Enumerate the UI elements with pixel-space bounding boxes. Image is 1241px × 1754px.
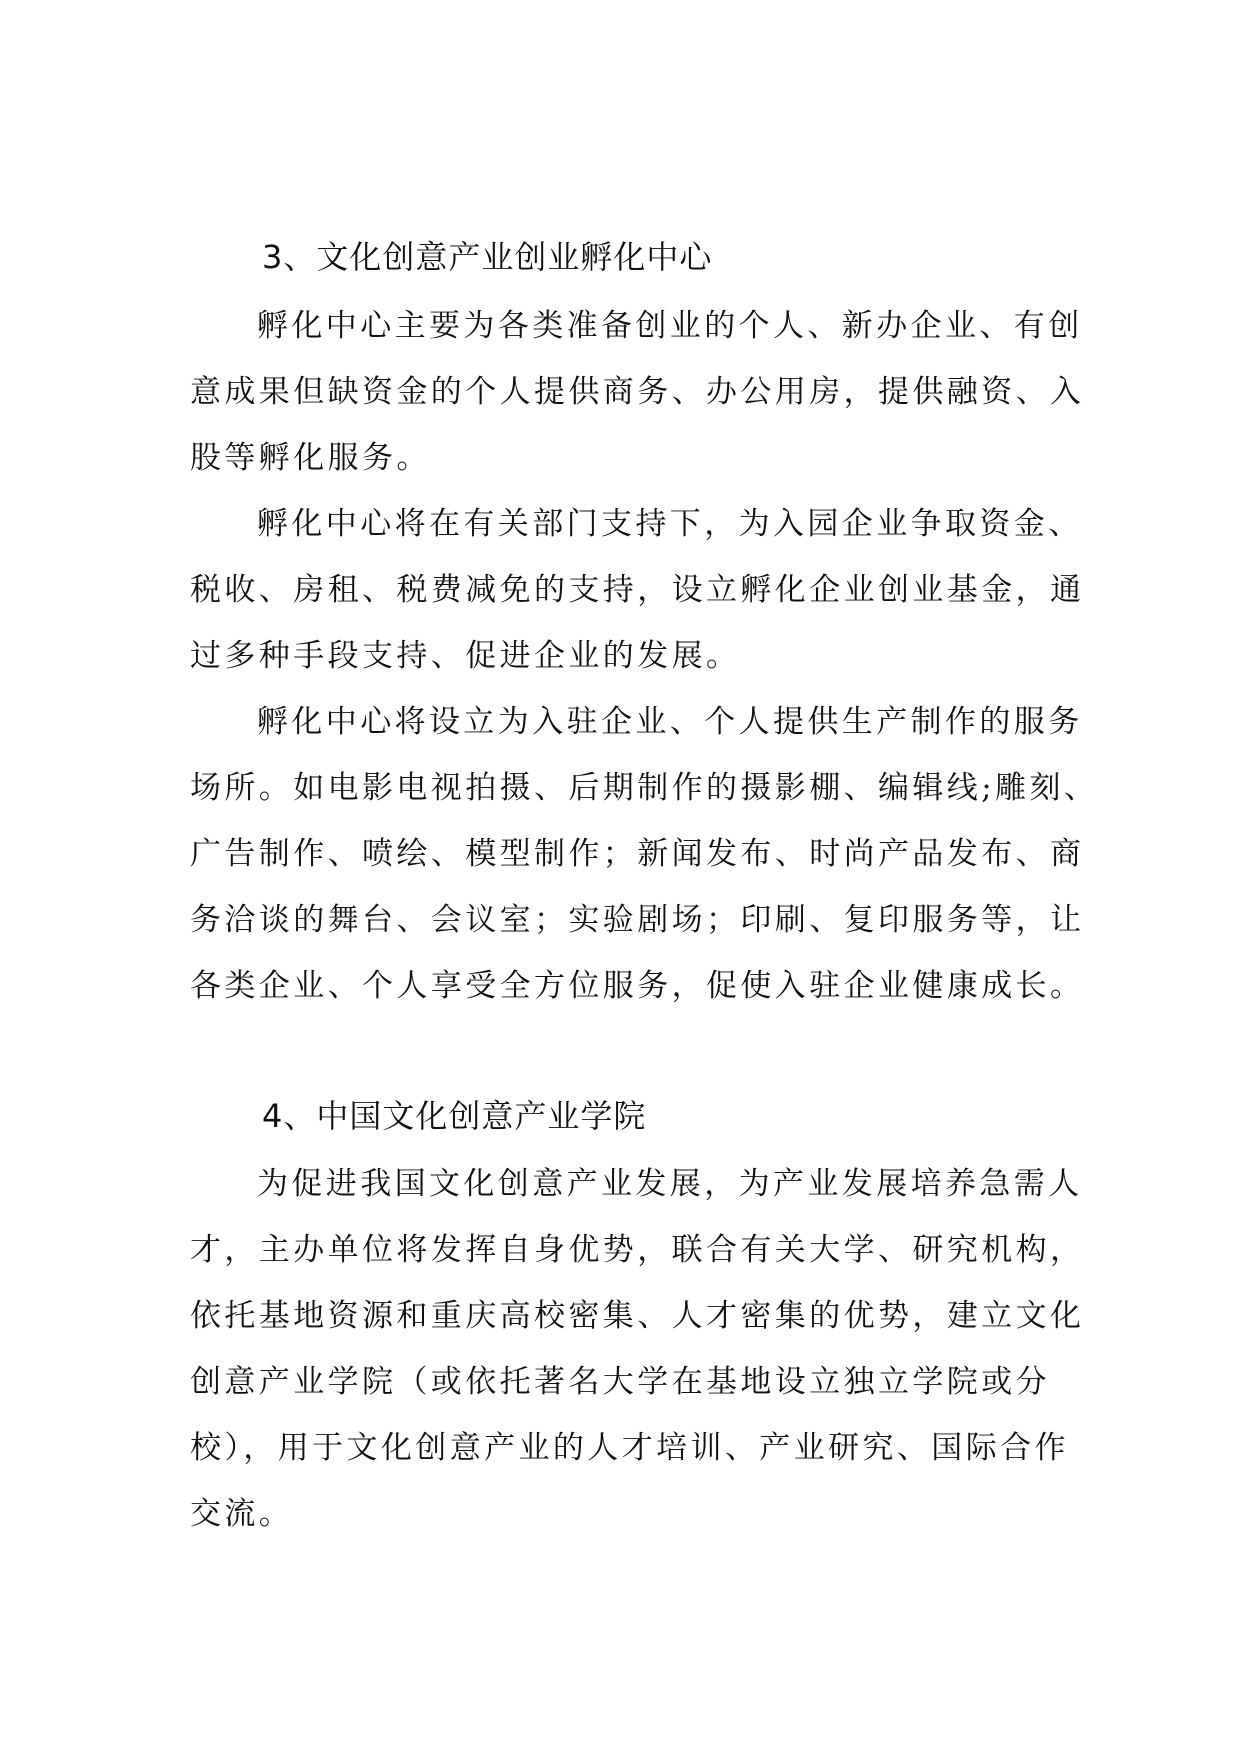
paragraph-line: 才，主办单位将发挥自身优势，联合有关大学、研究机构，: [190, 1232, 1085, 1268]
paragraph-line: 股等孵化服务。: [190, 440, 431, 476]
paragraph-line: 税收、房租、税费减免的支持，设立孵化企业创业基金，通: [190, 572, 1085, 608]
paragraph-line: 过多种手段支持、促进企业的发展。: [190, 638, 741, 674]
paragraph-line: 孵化中心将设立为入驻企业、个人提供生产制作的服务: [257, 704, 1083, 740]
paragraph-line: 为促进我国文化创意产业发展，为产业发展培养急需人: [257, 1166, 1083, 1202]
paragraph-line: 场所。如电影电视拍摄、后期制作的摄影棚、编辑线;雕刻、: [190, 770, 1099, 806]
section-4-heading: 4、中国文化创意产业学院: [262, 1097, 647, 1135]
paragraph-line: 交流。: [190, 1496, 294, 1532]
paragraph-line: 校），用于文化创意产业的人才培训、产业研究、国际合作: [190, 1430, 1069, 1466]
paragraph-line: 创意产业学院（或依托著名大学在基地设立独立学院或分: [190, 1364, 1050, 1400]
paragraph-line: 孵化中心主要为各类准备创业的个人、新办企业、有创: [257, 308, 1083, 344]
paragraph-line: 依托基地资源和重庆高校密集、人才密集的优势，建立文化: [190, 1298, 1085, 1334]
paragraph-line: 广告制作、喷绘、模型制作；新闻发布、时尚产品发布、商: [190, 836, 1085, 872]
paragraph-line: 孵化中心将在有关部门支持下，为入园企业争取资金、: [257, 506, 1083, 542]
paragraph-line: 各类企业、个人享受全方位服务，促使入驻企业健康成长。: [190, 968, 1085, 1004]
section-3-heading: 3、文化创意产业创业孵化中心: [262, 238, 713, 276]
paragraph-line: 务洽谈的舞台、会议室；实验剧场；印刷、复印服务等，让: [190, 902, 1085, 938]
paragraph-line: 意成果但缺资金的个人提供商务、办公用房，提供融资、入: [190, 374, 1085, 410]
